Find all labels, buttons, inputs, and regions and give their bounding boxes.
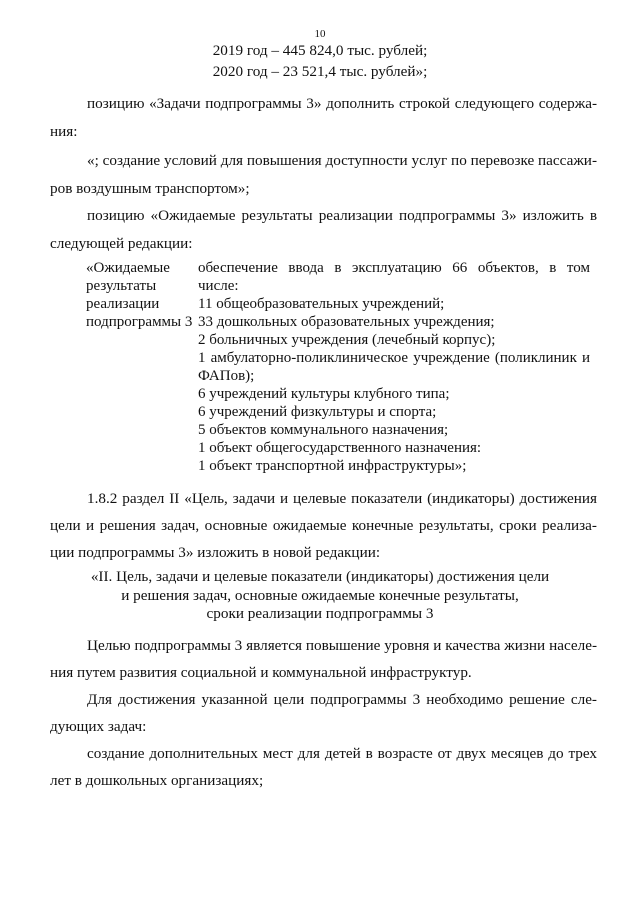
paragraph-preschool-end: лет в дошкольных организациях; (50, 772, 264, 789)
paragraph-section-ii-line (50, 517, 597, 535)
table-value-text: 1 амбулаторно-поликлиническое учреждение (поликлиник и (198, 350, 590, 366)
table-value-line: 1 объект транспортной инфраструктуры»; (198, 458, 467, 474)
paragraph-expected-results-end: следующей редакции: (50, 235, 193, 252)
paragraph-section-ii-text: цели и решения задач, основные ожидаемые конечные результаты, сроки реализа- (50, 517, 597, 534)
paragraph-tasks-needed-end: дующих задач: (50, 718, 147, 735)
paragraph-preschool-text: создание дополнительных мест для детей в возрасте от двух месяцев до трех (87, 745, 597, 762)
paragraph-expected-results-line (87, 207, 597, 225)
page-number: 10 (314, 28, 326, 40)
paragraph-tasks-text: позицию «Задачи подпрограммы 3» дополнить строкой следующего содержа- (87, 95, 597, 112)
table-label-line: результаты (86, 278, 157, 294)
paragraph-tasks-needed-text: Для достижения указанной цели подпрограммы 3 необходимо решение сле- (87, 691, 597, 708)
budget-line-2019: 2019 год – 445 824,0 тыс. рублей; (212, 42, 428, 59)
table-value-line: 5 объектов коммунального назначения; (198, 422, 449, 438)
paragraph-preschool-line (87, 745, 597, 763)
paragraph-expected-results-text: позицию «Ожидаемые результаты реализации подпрограммы 3» изложить в (87, 207, 597, 224)
paragraph-section-ii-end: ции подпрограммы 3» изложить в новой редакции: (50, 544, 381, 561)
table-value-text: обеспечение ввода в эксплуатацию 66 объектов, в том (198, 260, 590, 276)
table-value-line (198, 349, 590, 367)
paragraph-goal-text: Целью подпрограммы 3 является повышение уровня и качества жизни населе- (87, 637, 597, 654)
table-label-line: реализации (86, 296, 160, 312)
section-heading-line: сроки реализации подпрограммы 3 (206, 605, 434, 622)
budget-line-2020: 2020 год – 23 521,4 тыс. рублей»; (212, 63, 428, 80)
paragraph-tasks-needed-line (87, 691, 597, 709)
paragraph-section-ii-line (87, 490, 597, 508)
table-value-line: 1 объект общегосударственного назначения: (198, 440, 482, 456)
table-value-line: 2 больничных учреждения (лечебный корпус); (198, 332, 496, 348)
section-heading-line: «II. Цель, задачи и целевые показатели (индикаторы) достижения цели (90, 568, 550, 585)
table-value-line: ФАПов); (198, 368, 255, 384)
paragraph-air-transport-line (87, 152, 597, 170)
section-heading-line: и решения задач, основные ожидаемые конечные результаты, (121, 587, 519, 604)
table-value-line: числе: (198, 278, 239, 294)
paragraph-goal-end: ния путем развития социальной и коммунальной инфраструктур. (50, 664, 472, 681)
table-label-line: подпрограммы 3 (86, 314, 193, 330)
paragraph-air-transport-end: ров воздушным транспортом»; (50, 180, 250, 197)
table-value-line (198, 259, 590, 277)
paragraph-goal-line (87, 637, 597, 655)
table-value-line: 6 учреждений физкультуры и спорта; (198, 404, 437, 420)
paragraph-air-transport-text: «; создание условий для повышения доступности услуг по перевозке пассажи- (87, 152, 597, 169)
table-value-line: 6 учреждений культуры клубного типа; (198, 386, 450, 402)
table-label-line: «Ожидаемые (86, 260, 170, 276)
paragraph-section-ii-text: 1.8.2 раздел II «Цель, задачи и целевые показатели (индикаторы) достижения (87, 490, 597, 507)
table-value-line: 33 дошкольных образовательных учреждения; (198, 314, 495, 330)
table-value-line: 11 общеобразовательных учреждений; (198, 296, 445, 312)
paragraph-tasks-line (87, 95, 597, 113)
paragraph-tasks-end: ния: (50, 123, 78, 140)
